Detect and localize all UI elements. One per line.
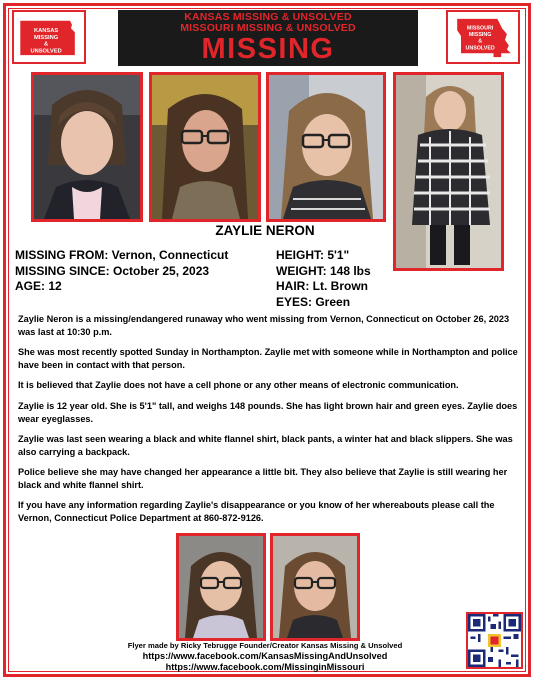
banner-line-1: KANSAS MISSING & UNSOLVED <box>184 11 352 23</box>
photo-3 <box>266 72 386 222</box>
info-left-column <box>15 248 228 295</box>
description <box>18 313 518 533</box>
hair: HAIR: Lt. Brown <box>276 279 368 293</box>
footer-url-1[interactable]: https://www.facebook.com/KansasMissingAndUnsolved <box>142 651 388 661</box>
photo-1 <box>31 72 143 222</box>
paragraph-6: Police believe she may have changed her appearance a little bit. They also believe that Zaylie is still wearing her black and white flannel shirt. <box>18 467 508 490</box>
paragraph-7: If you have any information regarding Zaylie's disappearance or you know of her whereabouts please call the Vernon, Connecticut Police Department at 860-872-9126. <box>18 500 495 524</box>
missing-since: MISSING SINCE: October 25, 2023 <box>15 263 210 278</box>
footer <box>95 641 435 672</box>
kansas-logo-line3: & <box>44 41 49 48</box>
footer-credit: Flyer made by Ricky Tebrugge Founder/Creator Kansas Missing & Unsolved <box>127 641 403 650</box>
kansas-logo-line1: KANSAS <box>34 28 59 35</box>
banner-line-2: MISSOURI MISSING & UNSOLVED <box>180 22 356 34</box>
kansas-logo-line4: UNSOLVED <box>30 48 62 55</box>
person-name: ZAYLIE NERON <box>215 223 315 238</box>
paragraph-3: It is believed that Zaylie does not have a cell phone or any other means of electronic communication. <box>18 380 459 391</box>
weight: WEIGHT: 148 lbs <box>276 263 371 278</box>
kansas-logo <box>12 10 86 64</box>
info-right-column <box>276 248 371 310</box>
banner-title: MISSING <box>201 33 335 65</box>
paragraph-2: She was most recently spotted Sunday in Northampton. Zaylie met with someone while in Northampton and police have been in contact with that person. <box>18 347 518 370</box>
header-banner <box>118 10 418 66</box>
paragraph-4: Zaylie is 12 year old. She is 5'1" tall, and weighs 148 pounds. She has light brown hair and green eyes. Zaylie does wear eyeglasses. <box>18 400 518 424</box>
missouri-logo-line2: MISSING <box>468 32 492 39</box>
photo-6 <box>270 533 360 641</box>
photo-4 <box>393 72 504 271</box>
missouri-logo-line1: MISSOURI <box>466 25 494 32</box>
age: AGE: 12 <box>15 279 62 293</box>
photo-2 <box>149 72 261 222</box>
height: HEIGHT: 5'1" <box>276 248 350 262</box>
footer-url-2[interactable]: https://www.facebook.com/MissinginMissouri <box>165 661 365 672</box>
eyes: EYES: Green <box>276 294 351 309</box>
kansas-logo-line2: MISSING <box>34 34 59 41</box>
missing-from: MISSING FROM: Vernon, Connecticut <box>15 248 229 262</box>
missouri-logo <box>446 10 520 64</box>
paragraph-1: Zaylie Neron is a missing/endangered runaway who went missing from Vernon, Connecticut on October 26, 2023 was last at 10:30 p.m. <box>18 314 510 337</box>
photo-5 <box>176 533 266 641</box>
paragraph-5: Zaylie was last seen wearing a black and white flannel shirt, black pants, a winter hat and black slippers. She was also carrying a backpack. <box>18 433 513 457</box>
missouri-logo-line4: UNSOLVED <box>465 45 495 52</box>
missouri-logo-line3: & <box>478 38 483 45</box>
qr-code-icon <box>466 612 523 669</box>
